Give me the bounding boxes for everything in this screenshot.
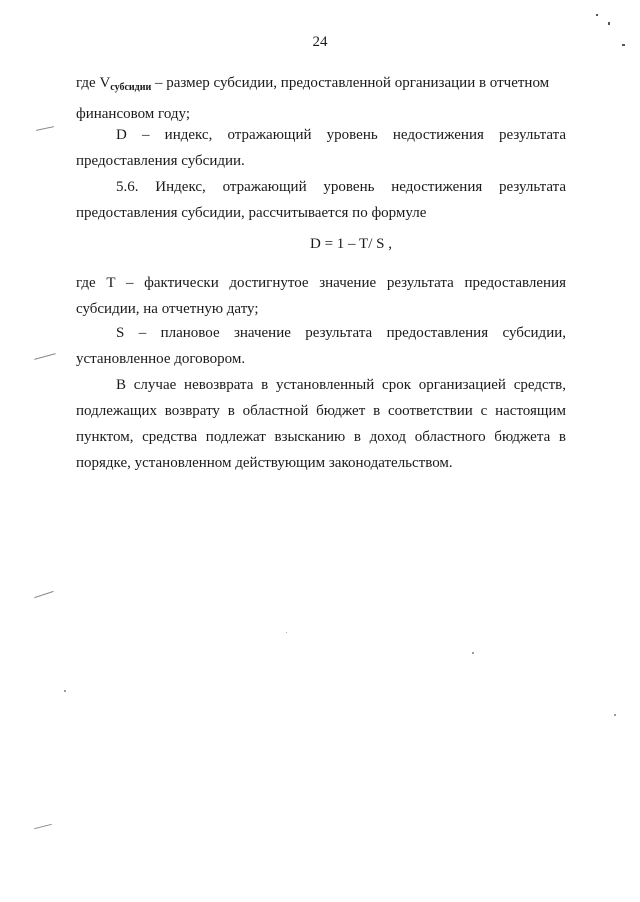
scan-speck	[64, 690, 66, 692]
text-prefix: где V	[76, 75, 111, 91]
paragraph-line: S – плановое значение результата предоставления субсидии,	[116, 325, 566, 341]
page-number: 24	[312, 34, 328, 50]
paragraph-5-6	[76, 174, 566, 226]
scan-speck	[286, 632, 287, 633]
paragraph-line: предоставления субсидии.	[76, 153, 245, 169]
paragraph-line: D – индекс, отражающий уровень недостижения результата	[116, 127, 566, 143]
paragraph-line: 5.6. Индекс, отражающий уровень недостижения результата	[116, 179, 566, 195]
paragraph-line: установленное договором.	[76, 351, 246, 367]
paragraph-line: где T – фактически достигнутое значение результата предоставления	[76, 275, 566, 291]
paragraph-v-subsidy	[76, 70, 566, 127]
paragraph-line: В случае невозврата в установленный срок организацией средств,	[116, 377, 566, 393]
scan-speck	[596, 14, 598, 16]
scan-speck	[472, 652, 474, 654]
paragraph-line: финансовом году;	[76, 106, 191, 122]
text-rest: – размер субсидии, предоставленной организации в отчетном	[151, 75, 550, 91]
paragraph-t-value	[76, 270, 566, 322]
scan-speck	[614, 714, 616, 716]
scan-speck	[608, 22, 610, 25]
paragraph-line: пунктом, средства подлежат взысканию в доход областного бюджета в	[76, 429, 566, 445]
formula: D = 1 – T/ S ,	[310, 236, 392, 252]
scan-speck	[34, 591, 53, 598]
scan-speck	[36, 126, 54, 131]
paragraph-s-value	[76, 320, 566, 372]
paragraph-line: субсидии, на отчетную дату;	[76, 301, 259, 317]
paragraph-line: порядке, установленном действующим законодательством.	[76, 455, 453, 471]
paragraph-line: предоставления субсидии, рассчитывается по формуле	[76, 205, 427, 221]
scan-speck	[34, 824, 52, 829]
paragraph-d-index	[76, 122, 566, 174]
paragraph-line: подлежащих возврату в областной бюджет в соответствии с настоящим	[76, 403, 566, 419]
paragraph-refund	[76, 372, 566, 476]
paragraph-line	[76, 70, 566, 101]
formula-block	[76, 231, 566, 257]
scan-speck	[622, 44, 625, 46]
scan-speck	[34, 353, 56, 360]
subscript-subsidy: субсидии	[110, 82, 152, 93]
